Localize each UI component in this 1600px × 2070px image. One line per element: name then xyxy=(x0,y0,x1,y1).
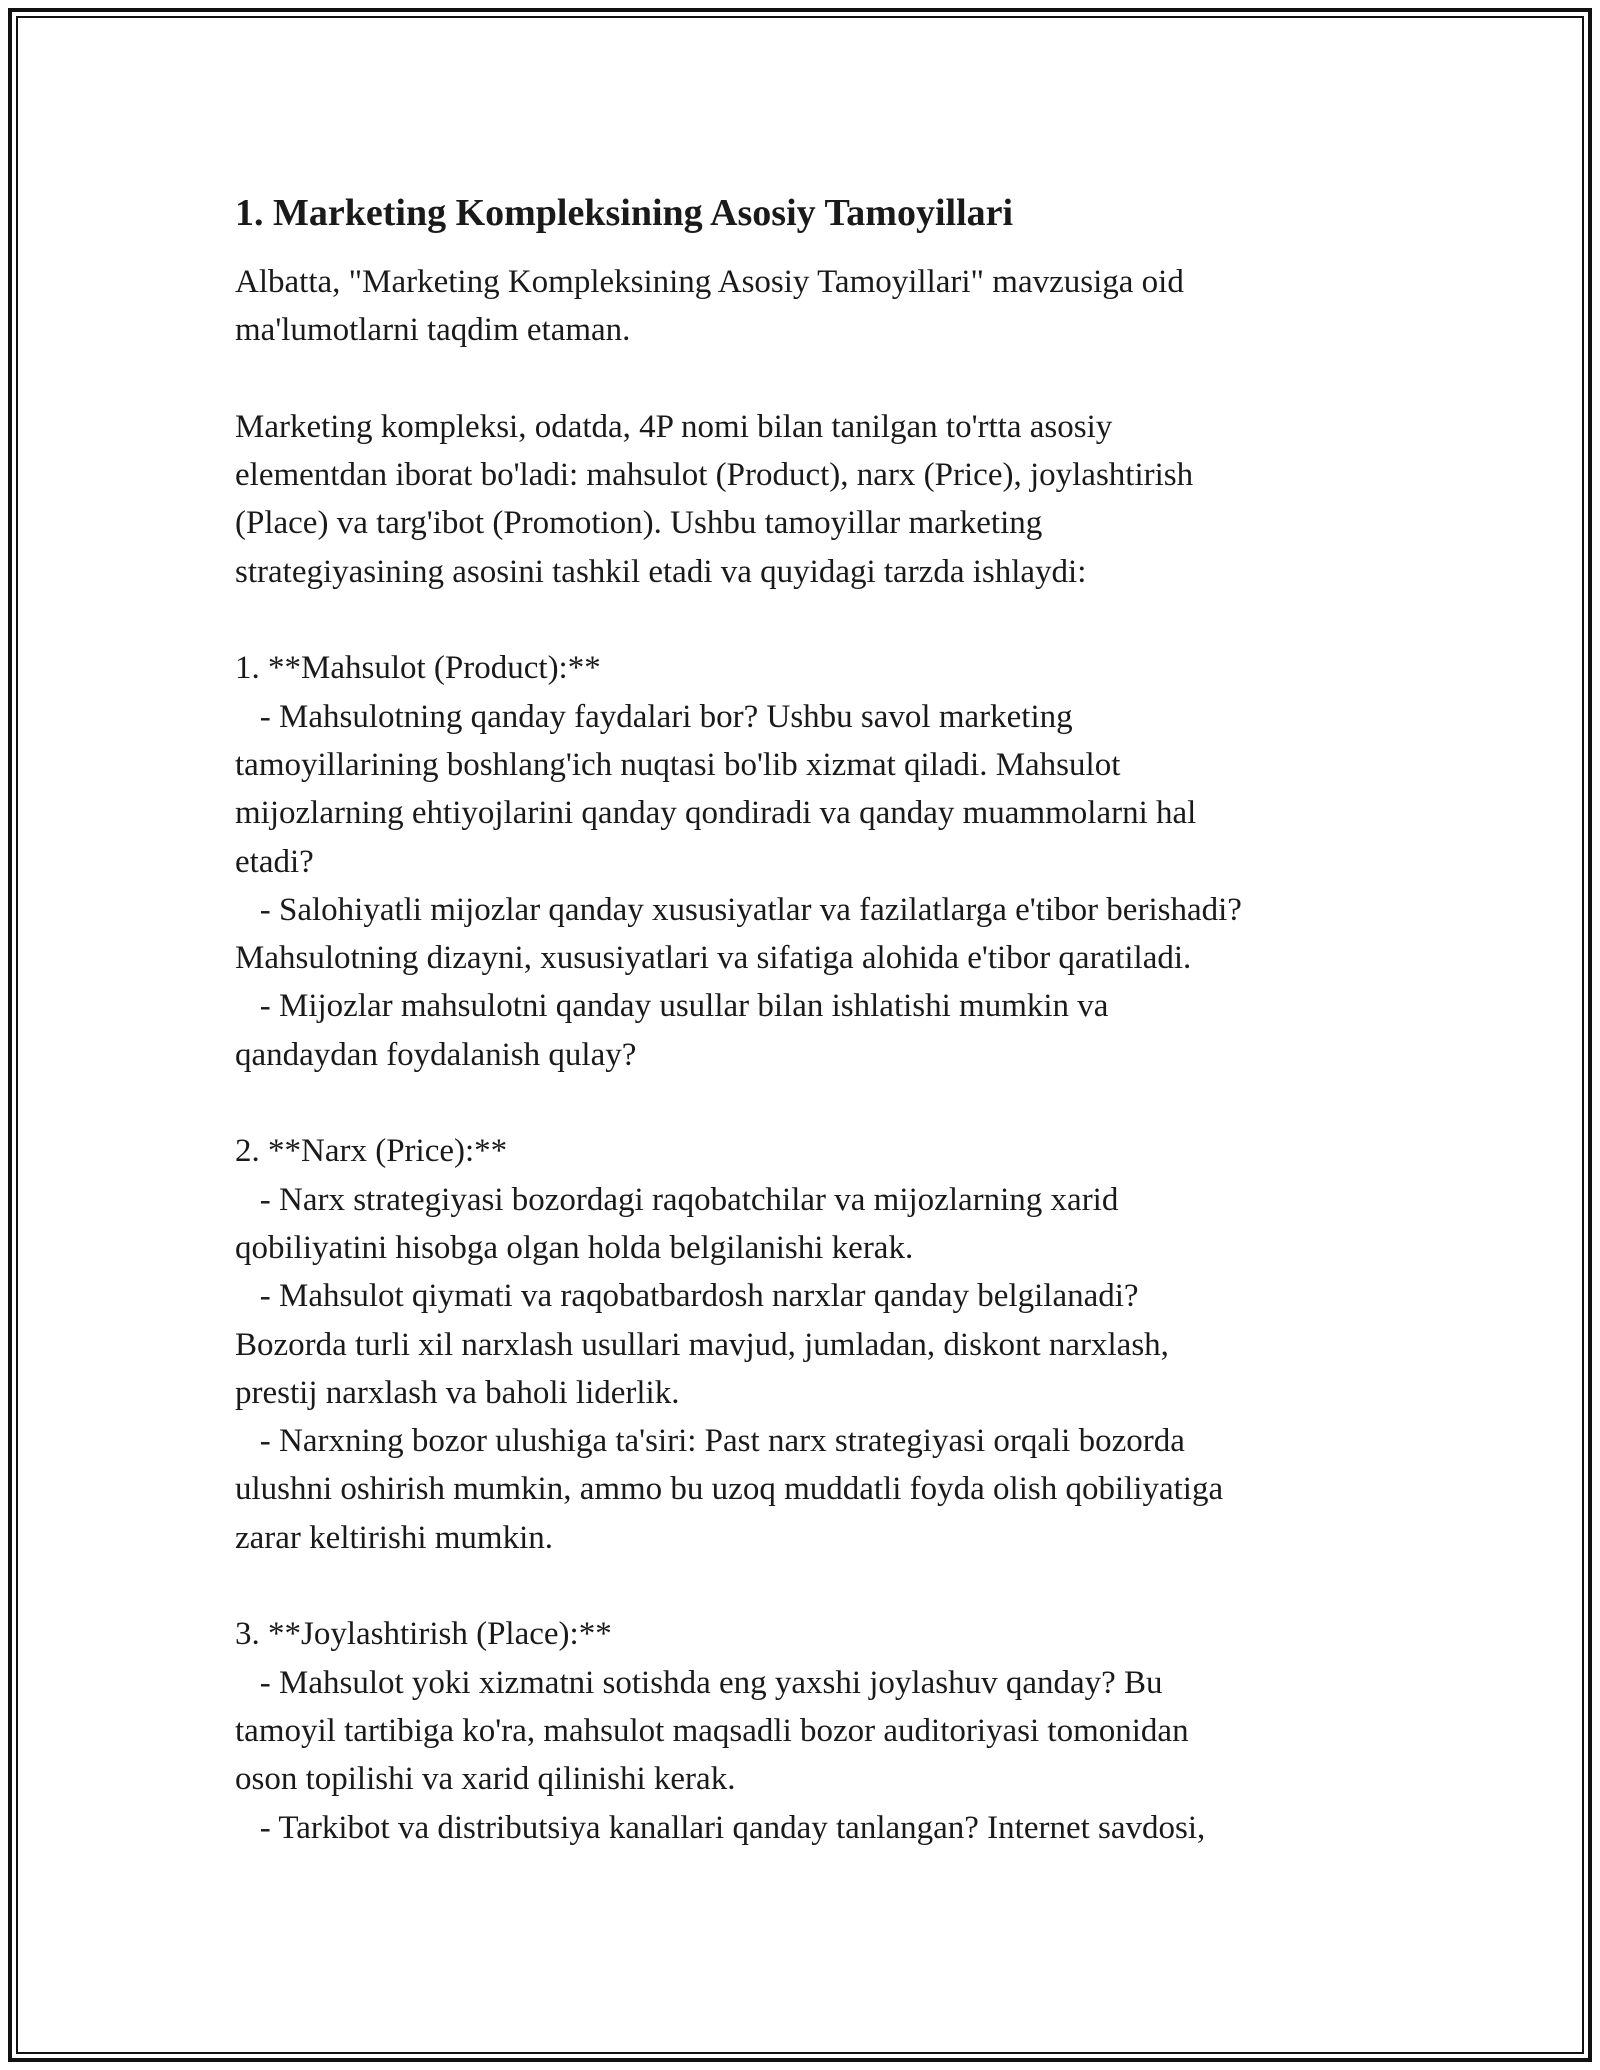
document-title: 1. Marketing Kompleksining Asosiy Tamoyillari xyxy=(235,192,1014,234)
section-heading: 2. **Narx (Price):** xyxy=(235,1133,508,1170)
text-line: - Salohiyatli mijozlar qanday xususiyatlar va fazilatlarga e'tibor berishadi? xyxy=(235,891,1242,928)
text-line: - Mahsulotning qanday faydalari bor? Ushbu savol marketing xyxy=(235,698,1073,735)
text-line: mijozlarning ehtiyojlarini qanday qondiradi va qanday muammolarni hal xyxy=(235,795,1197,832)
text-line: elementdan iborat bo'ladi: mahsulot (Product), narx (Price), joylashtirish xyxy=(235,457,1194,494)
blank-line xyxy=(235,355,1375,403)
text-line: tamoyil tartibiga ko'ra, mahsulot maqsadli bozor auditoriyasi tomonidan xyxy=(235,1712,1189,1749)
document-text xyxy=(235,258,1375,1852)
text-line: Mahsulotning dizayni, xususiyatlari va sifatiga alohida e'tibor qaratiladi. xyxy=(235,940,1192,977)
text-line: strategiyasining asosini tashkil etadi va quyidagi tarzda ishlaydi: xyxy=(235,553,1087,590)
text-line: oson topilishi va xarid qilinishi kerak. xyxy=(235,1761,736,1798)
text-line: ma'lumotlarni taqdim etaman. xyxy=(235,312,631,349)
text-line: - Narx strategiyasi bozordagi raqobatchilar va mijozlarning xarid xyxy=(235,1181,1119,1218)
text-line: - Tarkibot va distributsiya kanallari qanday tanlangan? Internet savdosi, xyxy=(235,1809,1206,1846)
text-line: Albatta, "Marketing Kompleksining Asosiy Tamoyillari" mavzusiga oid xyxy=(235,264,1184,300)
blank-line xyxy=(235,596,1375,644)
text-line: (Place) va targ'ibot (Promotion). Ushbu tamoyillar marketing xyxy=(235,505,1043,542)
text-line: tamoyillarining boshlang'ich nuqtasi bo'lib xizmat qiladi. Mahsulot xyxy=(235,746,1121,783)
text-line: Bozorda turli xil narxlash usullari mavjud, jumladan, diskont narxlash, xyxy=(235,1326,1169,1363)
text-line: ulushni oshirish mumkin, ammo bu uzoq muddatli foyda olish qobiliyatiga xyxy=(235,1471,1224,1508)
text-line: zarar keltirishi mumkin. xyxy=(235,1519,553,1556)
section-heading: 1. **Mahsulot (Product):** xyxy=(235,650,601,687)
text-line: etadi? xyxy=(235,843,314,880)
document-body xyxy=(235,188,1375,1852)
text-line: - Narxning bozor ulushiga ta'siri: Past narx strategiyasi orqali bozorda xyxy=(235,1423,1185,1460)
text-line: qandaydan foydalanish qulay? xyxy=(235,1036,637,1073)
text-line: - Mijozlar mahsulotni qanday usullar bilan ishlatishi mumkin va xyxy=(235,988,1109,1025)
text-line: - Mahsulot yoki xizmatni sotishda eng yaxshi joylashuv qanday? Bu xyxy=(235,1664,1163,1701)
blank-line xyxy=(235,1562,1375,1610)
blank-line xyxy=(235,1079,1375,1127)
text-line: qobiliyatini hisobga olgan holda belgilanishi kerak. xyxy=(235,1229,914,1266)
text-line: - Mahsulot qiymati va raqobatbardosh narxlar qanday belgilanadi? xyxy=(235,1278,1139,1315)
text-line: prestij narxlash va baholi liderlik. xyxy=(235,1374,680,1411)
text-line: Marketing kompleksi, odatda, 4P nomi bilan tanilgan to'rtta asosiy xyxy=(235,408,1113,445)
section-heading: 3. **Joylashtirish (Place):** xyxy=(235,1616,612,1653)
